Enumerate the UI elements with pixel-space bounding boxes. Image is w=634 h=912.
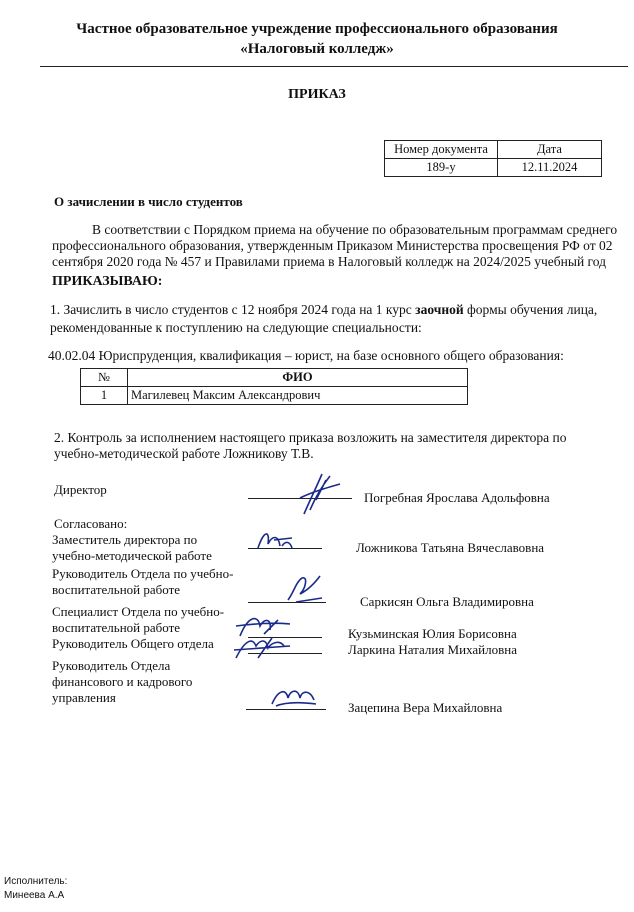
head-edu-role-line2: воспитательной работе <box>52 582 181 597</box>
item1-line2: рекомендованные к поступлению на следующие специальности: <box>50 320 422 335</box>
finance-name: Зацепина Вера Михайловна <box>348 700 503 715</box>
row-number: 1 <box>81 387 128 405</box>
head-edu-name: Саркисян Ольга Владимировна <box>360 594 534 609</box>
students-table-header <box>81 369 468 387</box>
item2-line2: учебно-методической работе Ложникову Т.В. <box>54 446 314 461</box>
general-name: Ларкина Наталия Михайловна <box>348 642 517 657</box>
organization-name-line1: Частное образовательное учреждение профессионального образования <box>76 21 558 37</box>
spec-edu-role-line2: воспитательной работе <box>52 620 181 635</box>
table-row <box>81 387 468 405</box>
students-table <box>80 368 468 405</box>
finance-role-line2: финансового и кадрового <box>52 674 193 689</box>
director-role: Директор <box>54 482 107 497</box>
deputy-name: Ложникова Татьяна Вячеславовна <box>356 540 545 555</box>
document-info-table <box>384 140 602 177</box>
spec-edu-role-line1: Специалист Отдела по учебно- <box>52 604 225 619</box>
doc-number-header: Номер документа <box>385 141 498 159</box>
general-signature-icon <box>232 632 294 662</box>
deputy-signature-icon <box>256 526 296 554</box>
item1-form-of-study: заочной <box>415 302 464 317</box>
specialty-line: 40.02.04 Юриспруденция, квалификация – юрист, на базе основного общего образования: <box>48 348 564 363</box>
doc-date-header: Дата <box>498 141 602 159</box>
order-title: ПРИКАЗ <box>288 87 346 102</box>
deputy-role-line1: Заместитель директора по <box>52 532 198 547</box>
finance-signature-icon <box>268 682 320 712</box>
general-role: Руководитель Общего отдела <box>52 636 214 651</box>
finance-role-line1: Руководитель Отдела <box>52 658 171 673</box>
head-edu-signature-icon <box>284 572 328 606</box>
item1-text-end: формы обучения лица, <box>463 302 598 317</box>
director-signature-icon <box>296 470 346 520</box>
header-divider <box>40 66 628 67</box>
item1-text-start: 1. Зачислить в число студентов с 12 ноября 2024 года на 1 курс <box>50 302 416 317</box>
col-name-header: ФИО <box>128 369 468 387</box>
student-name: Магилевец Максим Александрович <box>128 387 468 405</box>
finance-role-line3: управления <box>52 690 116 705</box>
order-subject: О зачислении в число студентов <box>54 194 243 209</box>
agreed-label: Согласовано: <box>54 516 128 531</box>
preamble-line1: В соответствии с Порядком приема на обучение по образовательным программам среднего <box>92 222 618 237</box>
preamble-line3: сентября 2020 года № 457 и Правилами приема в Налоговый колледж на 2024/2025 учебный год <box>52 254 606 269</box>
deputy-role-line2: учебно-методической работе <box>52 548 212 563</box>
executor-label: Исполнитель: <box>4 876 68 887</box>
doc-date-value: 12.11.2024 <box>498 159 602 177</box>
preamble-line2: профессионального образования, утвержденным Приказом Министерства просвещения РФ от 02 <box>52 238 613 253</box>
head-edu-role-line1: Руководитель Отдела по учебно- <box>52 566 234 581</box>
organization-name-line2: «Налоговый колледж» <box>240 41 394 57</box>
doc-number-value: 189-у <box>385 159 498 177</box>
executor-name: Минеева А.А <box>4 890 65 901</box>
col-number-header: № <box>81 369 128 387</box>
spec-edu-name: Кузьминская Юлия Борисовна <box>348 626 517 641</box>
orders-heading: ПРИКАЗЫВАЮ: <box>52 274 163 289</box>
item2-line1: 2. Контроль за исполнением настоящего приказа возложить на заместителя директора по <box>54 430 567 445</box>
item1-line1 <box>50 302 597 318</box>
director-name: Погребная Ярослава Адольфовна <box>364 490 550 505</box>
